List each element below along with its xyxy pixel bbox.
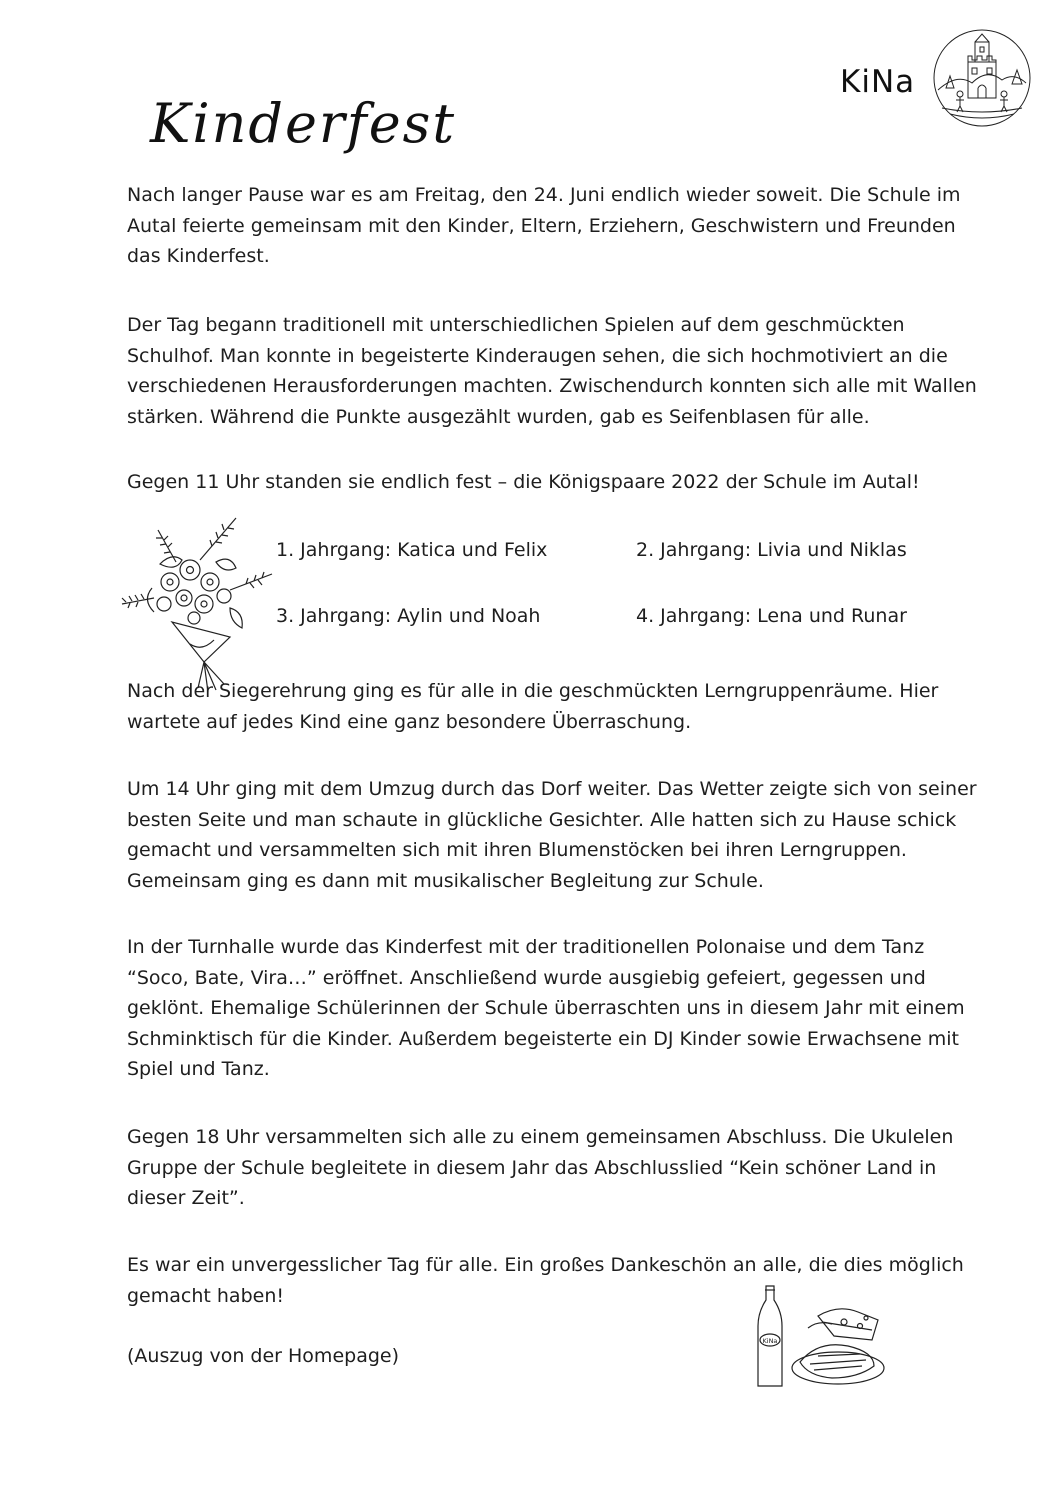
- paragraph-games: Der Tag begann traditionell mit unterschiedlichen Spielen auf dem geschmückten Schulhof. Man konnte in begeisterte Kinderaugen sehen, die sich hochmotiviert an die verschiedenen Herausforderungen machten. Zwischendurch konnten sich alle mit Wallen stärken. Während die Punkte ausgezählt wurden, gab es Seifenblasen für alle.: [127, 314, 977, 428]
- winner-grade-2: 2. Jahrgang: Livia und Niklas: [636, 539, 907, 561]
- source-note: (Auszug von der Homepage): [127, 1345, 399, 1367]
- flower-bouquet-icon: [112, 512, 277, 697]
- paragraph-closing: Gegen 18 Uhr versammelten sich alle zu einem gemeinsamen Abschluss. Die Ukulelen Gruppe der Schule begleitete in diesem Jahr das Abschlusslied “Kein schöner Land in dieser Zeit”.: [127, 1126, 954, 1209]
- paragraph-thanks: Es war ein unvergesslicher Tag für alle. Ein großes Dankeschön an alle, die dies möglich gemacht haben!: [127, 1254, 964, 1307]
- paragraph-royal-couples: Gegen 11 Uhr standen sie endlich fest – die Königspaare 2022 der Schule im Autal!: [127, 471, 920, 493]
- brand-text: KiNa: [840, 64, 916, 100]
- winner-grade-1: 1. Jahrgang: Katica und Felix: [276, 539, 548, 561]
- winner-grade-3: 3. Jahrgang: Aylin und Noah: [276, 605, 541, 627]
- castle-seal-icon: [932, 28, 1032, 128]
- paragraph-gym-celebration: In der Turnhalle wurde das Kinderfest mit der traditionellen Polonaise und dem Tanz “Soco, Bate, Vira…” eröffnet. Anschließend wurde ausgiebig gefeiert, gegessen und geklönt. Ehemalige Schülerinnen der Schule überraschten uns in diesem Jahr mit einem Schminktisch für die Kinder. Außerdem begeisterte ein DJ Kinder sowie Erwachsene mit Spiel und Tanz.: [127, 936, 965, 1080]
- paragraph-award-ceremony: Nach der Siegerehrung ging es für alle in die geschmückten Lerngruppenräume. Hier wartete auf jedes Kind eine ganz besondere Überraschung.: [127, 680, 939, 733]
- winner-grade-4: 4. Jahrgang: Lena und Runar: [636, 605, 907, 627]
- paragraph-parade: Um 14 Uhr ging mit dem Umzug durch das Dorf weiter. Das Wetter zeigte sich von seiner besten Seite und man schaute in glückliche Gesichter. Alle hatten sich zu Hause schick gemacht und versammelten sich mit ihren Blumenstöcken bei ihren Lerngruppen. Gemeinsam ging es dann mit musikalischer Begleitung zur Schule.: [127, 778, 977, 892]
- paragraph-intro: Nach langer Pause war es am Freitag, den 24. Juni endlich wieder soweit. Die Schule im Autal feierte gemeinsam mit den Kinder, Eltern, Erziehern, Geschwistern und Freunden das Kinderfest.: [127, 184, 961, 267]
- page-title: Kinderfest: [150, 92, 457, 155]
- bottle-and-bread-icon: [748, 1282, 890, 1392]
- svg-text:KiNa: KiNa: [762, 1337, 778, 1345]
